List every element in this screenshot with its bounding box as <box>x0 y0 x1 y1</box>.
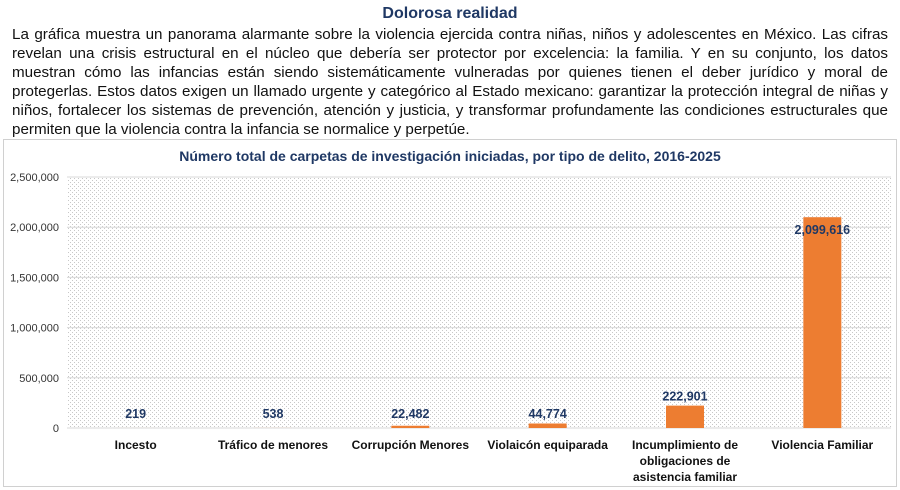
y-tick-label: 500,000 <box>19 372 59 385</box>
data-label: 2,099,616 <box>794 223 851 238</box>
data-label: 44,774 <box>528 407 567 421</box>
chart-title: Número total de carpetas de investigación iniciadas, por tipo de delito, 2016-2025 <box>179 148 721 164</box>
y-tick-label: 2,500,000 <box>10 172 59 184</box>
x-tick-label: Violencia Familiar <box>771 438 874 452</box>
x-tick-label: Corrupción Menores <box>351 438 470 452</box>
data-label: 222,901 <box>662 389 708 404</box>
x-tick-label: Incesto <box>114 438 157 452</box>
x-tick-label: obligaciones de <box>639 454 731 468</box>
bar <box>529 424 567 428</box>
x-tick-label: Violaicón equiparada <box>487 438 608 452</box>
data-label: 219 <box>125 407 147 421</box>
intro-paragraph: La gráfica muestra un panorama alarmante sobre la violencia ejercida contra niñas, niños y adolescentes en México. Las cifras revelan una crisis estructural en el núcleo que debería ser protector por excelencia: la familia. Y en su conjunto, los datos muestran cómo las infancias están siendo sistemáticamente vulneradas por quienes tienen el deber jurídico y moral de protegerlas. Estos datos exigen un llamado urgente y categórico al Estado mexicano: garantizar la protección integral de niñas y niños, fortalecer los sistemas de prevención, atención y justicia, y transformar profundamente las condiciones estructurales que permiten que la violencia contra la infancia se normalice y perpetúe. <box>12 26 888 138</box>
bar <box>391 426 429 428</box>
x-tick-label: asistencia familiar <box>632 470 738 484</box>
y-tick-label: 1,000,000 <box>10 322 59 335</box>
data-label: 22,482 <box>391 407 430 421</box>
bar-chart <box>4 140 896 486</box>
plot-area <box>67 177 891 428</box>
data-label: 538 <box>262 407 284 421</box>
y-tick-label: 0 <box>52 423 59 435</box>
chart-container <box>3 139 897 487</box>
bar <box>803 217 841 428</box>
x-tick-label: Tráfico de menores <box>217 438 329 452</box>
bar <box>666 406 704 428</box>
page-title: Dolorosa realidad <box>382 5 518 22</box>
y-tick-label: 1,500,000 <box>10 272 59 285</box>
x-tick-label: Incumplimiento de <box>631 438 739 452</box>
y-tick-label: 2,000,000 <box>10 222 59 235</box>
